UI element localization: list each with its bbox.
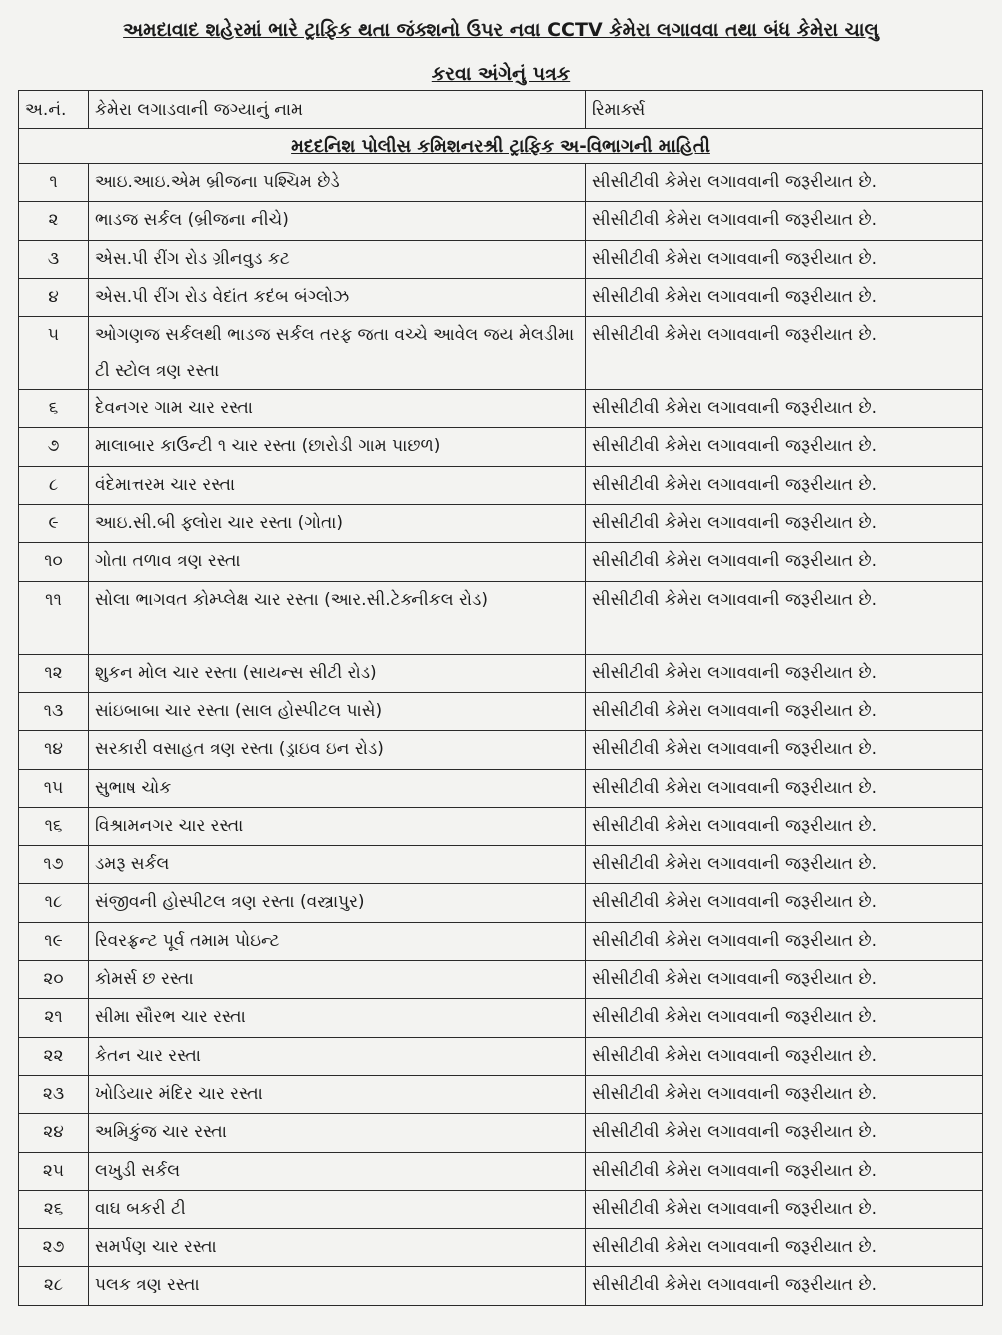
table-row (19, 240, 983, 278)
remark-cell: સીસીટીવી કેમેરા લગાવવાની જરૂરીયાત છે. (586, 390, 983, 428)
location-cell: ભાડજ સર્કલ (બ્રીજના નીચે) (89, 202, 586, 240)
remark-cell: સીસીટીવી કેમેરા લગાવવાની જરૂરીયાત છે. (586, 769, 983, 807)
remark-cell: સીસીટીવી કેમેરા લગાવવાની જરૂરીયાત છે. (586, 581, 983, 654)
location-cell: પલક ત્રણ રસ્તા (89, 1267, 586, 1305)
remark-cell: સીસીટીવી કેમેરા લગાવવાની જરૂરીયાત છે. (586, 961, 983, 999)
remark-cell: સીસીટીવી કેમેરા લગાવવાની જરૂરીયાત છે. (586, 202, 983, 240)
serial-cell: ૧૩ (19, 692, 89, 730)
table-row (19, 581, 983, 654)
table-row (19, 164, 983, 202)
section-title: મદદનિશ પોલીસ કમિશનરશ્રી ટ્રાફિક અ-વિભાગની માહિતી (291, 135, 710, 157)
serial-cell: ૨૨ (19, 1037, 89, 1075)
remark-cell: સીસીટીવી કેમેરા લગાવવાની જરૂરીયાત છે. (586, 240, 983, 278)
remark-cell: સીસીટીવી કેમેરા લગાવવાની જરૂરીયાત છે. (586, 922, 983, 960)
location-cell: સુભાષ ચોક (89, 769, 586, 807)
table-row (19, 1114, 983, 1152)
title-line-2: કરવા અંગેનું પત્રક (431, 63, 571, 85)
serial-cell: ૨૧ (19, 999, 89, 1037)
table-row (19, 1152, 983, 1190)
location-cell: માલાબાર કાઉન્ટી ૧ ચાર રસ્તા (છારોડી ગામ પાછળ) (89, 428, 586, 466)
table-row (19, 1037, 983, 1075)
table-row (19, 654, 983, 692)
table-row (19, 846, 983, 884)
location-cell: સરકારી વસાહત ત્રણ રસ્તા (ડ્રાઇવ ઇન રોડ) (89, 731, 586, 769)
location-cell: ડમરૂ સર્કલ (89, 846, 586, 884)
header-serial: અ.નં. (19, 91, 89, 129)
serial-cell: ૨૦ (19, 961, 89, 999)
serial-cell: ૨૮ (19, 1267, 89, 1305)
title-line-1: અમદાવાદ શહેરમાં ભારે ટ્રાફિક થતા જંક્શનો ઉપર નવા CCTV કેમેરા લગાવવા તથા બંધ કેમેરા ચાલુ (123, 19, 879, 41)
remark-cell: સીસીટીવી કેમેરા લગાવવાની જરૂરીયાત છે. (586, 1114, 983, 1152)
table-row (19, 202, 983, 240)
location-cell: આઇ.સી.બી ફ્લોરા ચાર રસ્તા (ગોતા) (89, 505, 586, 543)
section-row (19, 129, 983, 164)
table-row (19, 505, 983, 543)
table-row (19, 543, 983, 581)
table-row (19, 1190, 983, 1228)
serial-cell: ૧૦ (19, 543, 89, 581)
location-cell: અમિકુંજ ચાર રસ્તા (89, 1114, 586, 1152)
table-row (19, 390, 983, 428)
remark-cell: સીસીટીવી કેમેરા લગાવવાની જરૂરીયાત છે. (586, 846, 983, 884)
table-row (19, 1075, 983, 1113)
table-row (19, 278, 983, 316)
remark-cell: સીસીટીવી કેમેરા લગાવવાની જરૂરીયાત છે. (586, 466, 983, 504)
serial-cell: ૨ (19, 202, 89, 240)
location-cell: ખોડિયાર મંદિર ચાર રસ્તા (89, 1075, 586, 1113)
table-row (19, 999, 983, 1037)
location-cell: એસ.પી રીંગ રોડ ગ્રીનવુડ કટ (89, 240, 586, 278)
serial-cell: ૧૯ (19, 922, 89, 960)
remark-cell: સીસીટીવી કેમેરા લગાવવાની જરૂરીયાત છે. (586, 884, 983, 922)
remark-cell: સીસીટીવી કેમેરા લગાવવાની જરૂરીયાત છે. (586, 317, 983, 390)
remark-cell: સીસીટીવી કેમેરા લગાવવાની જરૂરીયાત છે. (586, 278, 983, 316)
remark-cell: સીસીટીવી કેમેરા લગાવવાની જરૂરીયાત છે. (586, 807, 983, 845)
remark-cell: સીસીટીવી કેમેરા લગાવવાની જરૂરીયાત છે. (586, 543, 983, 581)
remark-cell: સીસીટીવી કેમેરા લગાવવાની જરૂરીયાત છે. (586, 505, 983, 543)
location-cell: કેતન ચાર રસ્તા (89, 1037, 586, 1075)
serial-cell: ૪ (19, 278, 89, 316)
table-row (19, 428, 983, 466)
location-cell: વિશ્રામનગર ચાર રસ્તા (89, 807, 586, 845)
serial-cell: ૫ (19, 317, 89, 390)
header-location: કેમેરા લગાડવાની જગ્યાનું નામ (89, 91, 586, 129)
serial-cell: ૧૮ (19, 884, 89, 922)
location-cell: દેવનગર ગામ ચાર રસ્તા (89, 390, 586, 428)
camera-locations-table (18, 90, 983, 1306)
serial-cell: ૧૧ (19, 581, 89, 654)
remark-cell: સીસીટીવી કેમેરા લગાવવાની જરૂરીયાત છે. (586, 1190, 983, 1228)
location-cell: ગોતા તળાવ ત્રણ રસ્તા (89, 543, 586, 581)
serial-cell: ૯ (19, 505, 89, 543)
table-row (19, 769, 983, 807)
table-row (19, 807, 983, 845)
table-row (19, 884, 983, 922)
location-cell: એસ.પી રીંગ રોડ વેદાંત કદંબ બંગ્લોઝ (89, 278, 586, 316)
serial-cell: ૧૬ (19, 807, 89, 845)
remark-cell: સીસીટીવી કેમેરા લગાવવાની જરૂરીયાત છે. (586, 428, 983, 466)
table-row (19, 466, 983, 504)
document-title (20, 14, 982, 90)
table-row (19, 692, 983, 730)
location-cell: સમર્પણ ચાર રસ્તા (89, 1229, 586, 1267)
serial-cell: ૭ (19, 428, 89, 466)
location-cell: રિવરફ્રન્ટ પૂર્વ તમામ પોઇન્ટ (89, 922, 586, 960)
remark-cell: સીસીટીવી કેમેરા લગાવવાની જરૂરીયાત છે. (586, 1152, 983, 1190)
remark-cell: સીસીટીવી કેમેરા લગાવવાની જરૂરીયાત છે. (586, 692, 983, 730)
table-header-row (19, 91, 983, 129)
table-row (19, 317, 983, 390)
serial-cell: ૧ (19, 164, 89, 202)
serial-cell: ૧૪ (19, 731, 89, 769)
location-cell: સંજીવની હોસ્પીટલ ત્રણ રસ્તા (વસ્ત્રાપુર) (89, 884, 586, 922)
serial-cell: ૬ (19, 390, 89, 428)
serial-cell: ૮ (19, 466, 89, 504)
serial-cell: ૧૫ (19, 769, 89, 807)
remark-cell: સીસીટીવી કેમેરા લગાવવાની જરૂરીયાત છે. (586, 1267, 983, 1305)
table-row (19, 961, 983, 999)
remark-cell: સીસીટીવી કેમેરા લગાવવાની જરૂરીયાત છે. (586, 654, 983, 692)
serial-cell: ૨૪ (19, 1114, 89, 1152)
location-cell: લખુડી સર્કલ (89, 1152, 586, 1190)
location-cell: આઇ.આઇ.એમ બ્રીજના પશ્ચિમ છેડે (89, 164, 586, 202)
remark-cell: સીસીટીવી કેમેરા લગાવવાની જરૂરીયાત છે. (586, 731, 983, 769)
location-cell: સીમા સૌરભ ચાર રસ્તા (89, 999, 586, 1037)
serial-cell: ૨૭ (19, 1229, 89, 1267)
remark-cell: સીસીટીવી કેમેરા લગાવવાની જરૂરીયાત છે. (586, 999, 983, 1037)
remark-cell: સીસીટીવી કેમેરા લગાવવાની જરૂરીયાત છે. (586, 1075, 983, 1113)
location-cell: શુકન મોલ ચાર રસ્તા (સાયન્સ સીટી રોડ) (89, 654, 586, 692)
serial-cell: ૩ (19, 240, 89, 278)
location-cell: ઓગણજ સર્કલથી ભાડજ સર્કલ તરફ જતા વચ્ચે આવેલ જય મેલડીમા ટી સ્ટોલ ત્રણ રસ્તા (89, 317, 586, 390)
location-cell: કોમર્સ છ રસ્તા (89, 961, 586, 999)
location-cell: સોલા ભાગવત કોમ્પ્લેક્ષ ચાર રસ્તા (આર.સી.ટેક્નીકલ રોડ) (89, 581, 586, 654)
remark-cell: સીસીટીવી કેમેરા લગાવવાની જરૂરીયાત છે. (586, 164, 983, 202)
remark-cell: સીસીટીવી કેમેરા લગાવવાની જરૂરીયાત છે. (586, 1229, 983, 1267)
serial-cell: ૧૭ (19, 846, 89, 884)
location-cell: સાંઇબાબા ચાર રસ્તા (સાલ હોસ્પીટલ પાસે) (89, 692, 586, 730)
header-remarks: રિમાર્ક્સ (586, 91, 983, 129)
table-row (19, 1229, 983, 1267)
serial-cell: ૨૩ (19, 1075, 89, 1113)
table-row (19, 731, 983, 769)
location-cell: વાઘ બકરી ટી (89, 1190, 586, 1228)
remark-cell: સીસીટીવી કેમેરા લગાવવાની જરૂરીયાત છે. (586, 1037, 983, 1075)
table-row (19, 1267, 983, 1305)
serial-cell: ૧૨ (19, 654, 89, 692)
location-cell: વંદેમાત્તરમ ચાર રસ્તા (89, 466, 586, 504)
table-row (19, 922, 983, 960)
serial-cell: ૨૫ (19, 1152, 89, 1190)
serial-cell: ૨૬ (19, 1190, 89, 1228)
